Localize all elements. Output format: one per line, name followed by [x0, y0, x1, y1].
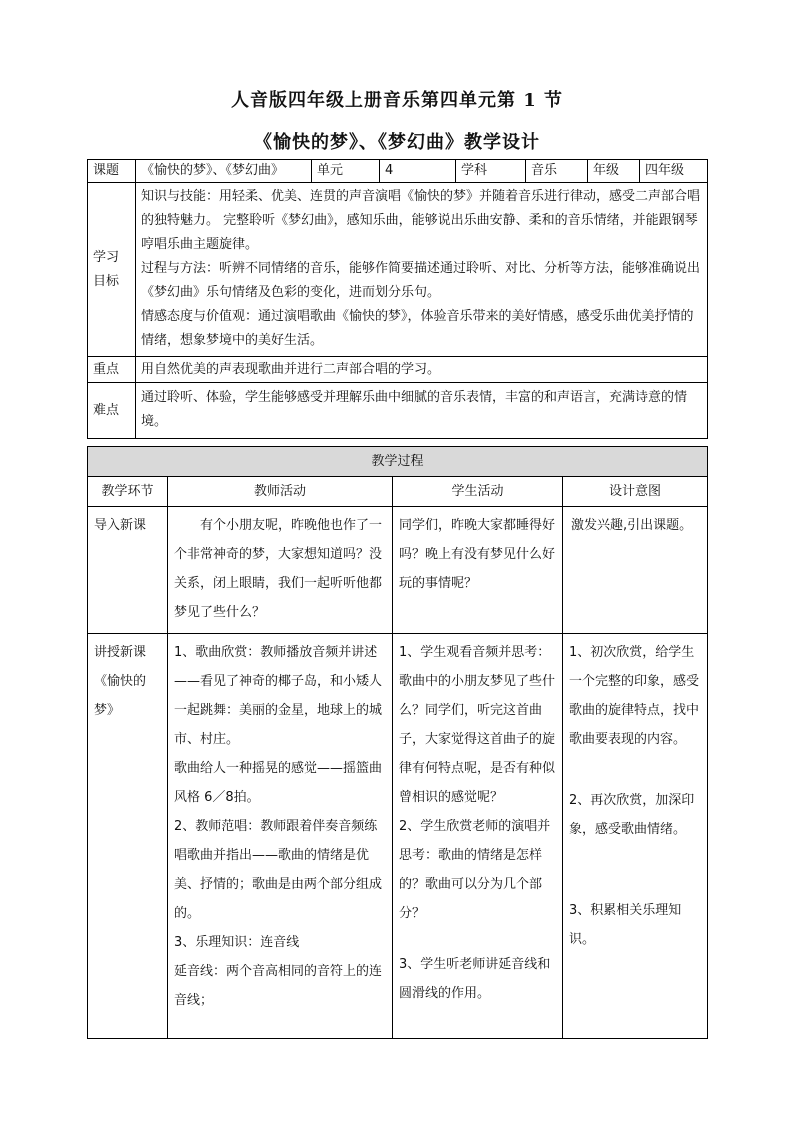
document-subtitle: 《愉快的梦》、《梦幻曲》教学设计	[254, 132, 540, 153]
header-stage: 教学环节	[88, 477, 168, 507]
purpose-step-2: 2、再次欣赏，加深印象，感受歌曲情绪。	[569, 793, 695, 837]
unit-value: 4	[380, 160, 456, 183]
info-row-key	[88, 357, 708, 383]
newlesson-student	[393, 634, 563, 1039]
teacher-step-3b: 延音线：两个音高相同的音符上的连音线；	[174, 964, 383, 1008]
lesson-info-table	[87, 159, 708, 439]
newlesson-teacher	[168, 634, 393, 1039]
header-teacher: 教师活动	[168, 477, 393, 507]
student-step-1: 1、学生观看音频并思考：歌曲中的小朋友梦见了些什么？同学们，听完这首曲子，大家觉得这首曲子的旋律有何特点呢，是否有种似曾相识的感觉呢？	[399, 645, 556, 805]
goals-label: 学习 目标	[88, 183, 136, 357]
teacher-step-2: 2、教师范唱：教师跟着伴奏音频练唱歌曲并指出——歌曲的情绪是优美、抒情的；歌曲是由两个部分组成的。	[174, 819, 383, 921]
teaching-process-table	[87, 446, 708, 1039]
purpose-step-3: 3、积累相关乐理知识。	[569, 903, 682, 947]
document-title: 人音版四年级上册音乐第四单元第 1 节	[230, 90, 564, 111]
intro-teacher: 有个小朋友呢，昨晚他也作了一个非常神奇的梦，大家想知道吗？没关系，闭上眼睛，我们一起听听他都梦见了些什么？	[168, 507, 393, 634]
topic-value: 《愉快的梦》、《梦幻曲》	[136, 160, 312, 183]
process-row-intro	[88, 507, 708, 634]
header-student: 学生活动	[393, 477, 563, 507]
teacher-step-1: 1、歌曲欣赏：教师播放音频并讲述——看见了神奇的椰子岛，和小矮人一起跳舞：美丽的金星，地球上的城市、村庄。	[174, 645, 383, 747]
newlesson-stage: 讲授新课《愉快的梦》	[88, 634, 168, 1039]
grade-label: 年级	[588, 160, 640, 183]
process-band	[88, 447, 708, 477]
goal-emotion: 情感态度与价值观：通过演唱歌曲《愉快的梦》，体验音乐带来的美好情感，感受乐曲优美抒情的情绪，想象梦境中的美好生活。	[141, 309, 694, 348]
intro-stage: 导入新课	[88, 507, 168, 634]
process-band-title: 教学过程	[88, 447, 708, 477]
process-header-row	[88, 477, 708, 507]
grade-value: 四年级	[640, 160, 708, 183]
difficulty-label: 难点	[88, 383, 136, 439]
intro-purpose: 激发兴趣,引出课题。	[563, 507, 708, 634]
teacher-step-1b: 歌曲给人一种摇晃的感觉——摇篮曲风格 6／8拍。	[174, 761, 383, 805]
subject-value: 音乐	[526, 160, 588, 183]
student-step-3: 3、学生听老师讲延音线和圆滑线的作用。	[399, 957, 551, 1001]
subject-label: 学科	[456, 160, 526, 183]
purpose-step-1: 1、初次欣赏，给学生一个完整的印象，感受歌曲的旋律特点，找中歌曲要表现的内容。	[569, 645, 700, 747]
goals-content	[136, 183, 708, 357]
header-purpose: 设计意图	[563, 477, 708, 507]
teacher-step-3: 3、乐理知识：连音线	[174, 935, 300, 950]
difficulty-value: 通过聆听、体验，学生能够感受并理解乐曲中细腻的音乐表情，丰富的和声语言，充满诗意的情境。	[136, 383, 708, 439]
info-row-difficulty	[88, 383, 708, 439]
info-row-topic	[88, 160, 708, 183]
process-row-newlesson	[88, 634, 708, 1039]
intro-student: 同学们，昨晚大家都睡得好吗？晚上有没有梦见什么好玩的事情呢？	[393, 507, 563, 634]
newlesson-purpose	[563, 634, 708, 1039]
info-row-goals	[88, 183, 708, 357]
key-label: 重点	[88, 357, 136, 383]
student-step-2: 2、学生欣赏老师的演唱并思考：歌曲的情绪是怎样的？歌曲可以分为几个部分？	[399, 819, 551, 921]
goal-process: 过程与方法：听辨不同情绪的音乐，能够作简要描述通过聆听、对比、分析等方法，能够准确说出《梦幻曲》乐句情绪及色彩的变化，进而划分乐句。	[141, 261, 701, 300]
key-value: 用自然优美的声表现歌曲并进行二声部合唱的学习。	[136, 357, 708, 383]
unit-label: 单元	[312, 160, 380, 183]
goal-knowledge: 知识与技能：用轻柔、优美、连贯的声音演唱《愉快的梦》并随着音乐进行律动，感受二声部合唱的独特魅力。 完整聆听《梦幻曲》，感知乐曲，能够说出乐曲安静、柔和的音乐情绪，并能跟钢琴哼唱乐曲主题旋律。	[141, 189, 701, 252]
topic-label: 课题	[88, 160, 136, 183]
